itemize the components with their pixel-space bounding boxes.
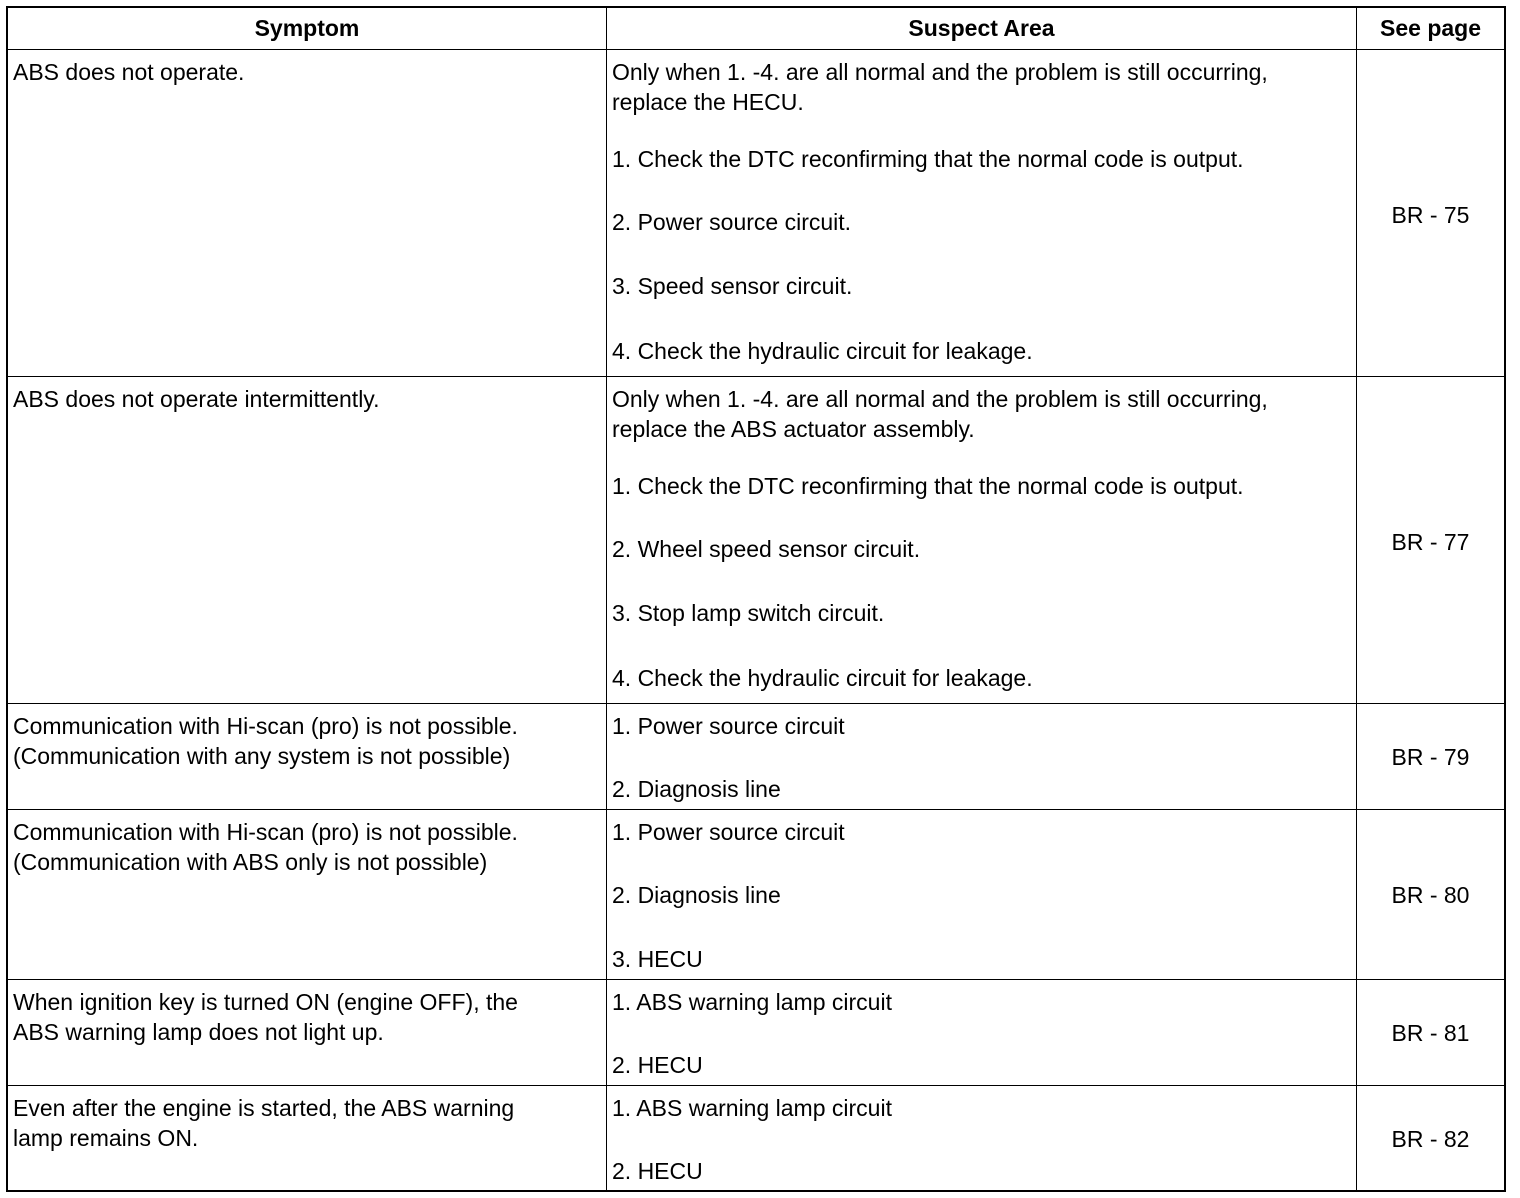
suspect-item: 1. Power source circuit <box>612 819 845 845</box>
symptom-line: Communication with Hi-scan (pro) is not possible. <box>13 819 518 845</box>
suspect-intro-line: Only when 1. -4. are all normal and the problem is still occurring, <box>612 386 1268 412</box>
suspect-item: 3. Speed sensor circuit. <box>612 273 853 299</box>
symptom-line: Communication with Hi-scan (pro) is not possible. <box>13 713 518 739</box>
page-reference: BR - 80 <box>1391 882 1470 908</box>
suspect-item: 2. Diagnosis line <box>612 776 781 802</box>
suspect-item: 1. ABS warning lamp circuit <box>612 989 892 1015</box>
table-row <box>8 810 1504 980</box>
suspect-item: 3. Stop lamp switch circuit. <box>612 600 885 626</box>
suspect-item: 1. Check the DTC reconfirming that the normal code is output. <box>612 146 1244 172</box>
suspect-area-cell <box>607 1086 1357 1190</box>
suspect-area-cell <box>607 50 1357 376</box>
suspect-area-cell <box>607 704 1357 809</box>
symptom-cell <box>8 377 607 703</box>
suspect-item: 4. Check the hydraulic circuit for leakage. <box>612 665 1033 691</box>
table-row <box>8 980 1504 1086</box>
symptom-line: ABS does not operate. <box>13 59 245 85</box>
suspect-item: 3. HECU <box>612 946 703 972</box>
symptom-line: (Communication with any system is not possible) <box>13 743 511 769</box>
suspect-item: 1. Check the DTC reconfirming that the normal code is output. <box>612 473 1244 499</box>
see-page-cell <box>1357 50 1504 376</box>
suspect-intro-line: replace the ABS actuator assembly. <box>612 416 975 442</box>
suspect-intro-line: replace the HECU. <box>612 89 804 115</box>
symptom-line: Even after the engine is started, the ABS warning <box>13 1095 515 1121</box>
table-row <box>8 1086 1504 1190</box>
suspect-area-cell <box>607 980 1357 1085</box>
troubleshooting-table <box>6 6 1506 1192</box>
symptom-cell <box>8 1086 607 1190</box>
page-reference: BR - 77 <box>1391 529 1470 555</box>
see-page-cell <box>1357 704 1504 809</box>
header-symptom: Symptom <box>8 8 607 49</box>
symptom-cell <box>8 704 607 809</box>
symptom-line: (Communication with ABS only is not possible) <box>13 849 488 875</box>
symptom-cell <box>8 810 607 979</box>
table-row <box>8 704 1504 810</box>
page-reference: BR - 82 <box>1391 1126 1470 1152</box>
suspect-item: 2. Diagnosis line <box>612 882 781 908</box>
suspect-item: 2. Power source circuit. <box>612 209 852 235</box>
table-row <box>8 50 1504 377</box>
symptom-line: When ignition key is turned ON (engine OFF), the <box>13 989 518 1015</box>
suspect-item: 1. Power source circuit <box>612 713 845 739</box>
header-see-page: See page <box>1380 15 1481 41</box>
page-reference: BR - 81 <box>1391 1020 1470 1046</box>
suspect-item: 2. HECU <box>612 1158 703 1184</box>
symptom-line: ABS does not operate intermittently. <box>13 386 380 412</box>
symptom-line: lamp remains ON. <box>13 1125 199 1151</box>
table-header-row <box>8 8 1504 50</box>
symptom-cell <box>8 980 607 1085</box>
suspect-item: 1. ABS warning lamp circuit <box>612 1095 892 1121</box>
symptom-line: ABS warning lamp does not light up. <box>13 1019 384 1045</box>
see-page-cell <box>1357 377 1504 703</box>
suspect-item: 2. Wheel speed sensor circuit. <box>612 536 921 562</box>
page-reference: BR - 75 <box>1391 202 1470 228</box>
suspect-item: 2. HECU <box>612 1052 703 1078</box>
page-reference: BR - 79 <box>1391 744 1470 770</box>
suspect-intro-line: Only when 1. -4. are all normal and the problem is still occurring, <box>612 59 1268 85</box>
suspect-area-cell <box>607 810 1357 979</box>
see-page-cell <box>1357 980 1504 1085</box>
suspect-area-cell <box>607 377 1357 703</box>
header-suspect-area: Suspect Area <box>607 8 1357 49</box>
see-page-cell <box>1357 1086 1504 1190</box>
table-row <box>8 377 1504 704</box>
symptom-cell <box>8 50 607 376</box>
see-page-cell <box>1357 810 1504 979</box>
suspect-item: 4. Check the hydraulic circuit for leakage. <box>612 338 1033 364</box>
